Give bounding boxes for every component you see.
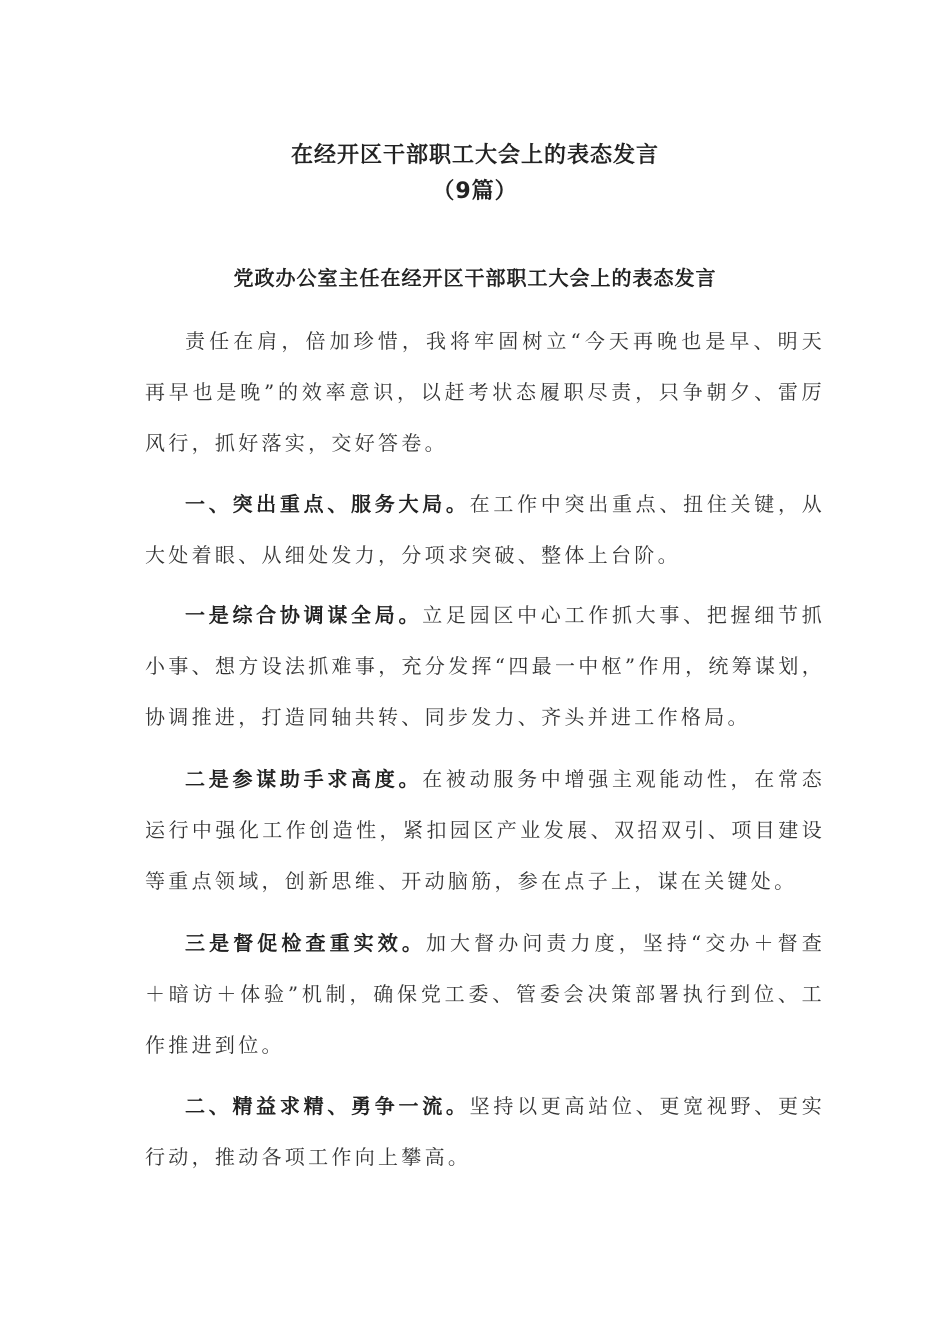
paragraph-text: 立足园区中心工作抓大事、把握细节抓小事、想方设法抓难事，充分发挥“四最一中枢”作用，统筹谋划，协调推进，打造同轴共转、同步发力、齐头并进工作格局。 [145,603,826,729]
paragraph-lead: 二、精益求精、勇争一流。 [185,1094,470,1118]
paragraph-lead: 二是参谋助手求高度。 [185,767,423,791]
paragraph-lead: 一、突出重点、服务大局。 [185,492,470,516]
paragraph-text: 坚持以更高站位、更宽视野、更实行动，推动各项工作向上攀高。 [145,1094,826,1169]
paragraph-intro [145,316,825,469]
document-subtitle: （9篇） [432,179,518,204]
paragraph-point-3 [145,918,825,1071]
paragraph-text: 加大督办问责力度，坚持“交办＋督查＋暗访＋体验”机制，确保党工委、管委会决策部署执行到位、工作推进到位。 [145,931,825,1057]
paragraph-text: 在被动服务中增强主观能动性，在常态运行中强化工作创造性，紧扣园区产业发展、双招双引、项目建设等重点领域，创新思维、开动脑筋，参在点子上，谋在关键处。 [145,767,826,893]
paragraph-point-1 [145,590,825,743]
document-title: 在经开区干部职工大会上的表态发言 [290,143,659,168]
paragraph-text: 在工作中突出重点、扭住关键，从大处着眼、从细处发力，分项求突破、整体上台阶。 [145,492,826,567]
paragraph-point-2 [145,754,825,907]
paragraph-section-2 [145,1081,825,1183]
paragraph-lead: 三是督促检查重实效。 [185,931,426,955]
paragraph-lead: 一是综合协调谋全局。 [185,603,423,627]
section-title: 党政办公室主任在经开区干部职工大会上的表态发言 [233,266,717,290]
paragraph-section-1 [145,479,825,581]
paragraph-text: 责任在肩，倍加珍惜，我将牢固树立“今天再晚也是早、明天再早也是晚”的效率意识，以赶考状态履职尽责，只争朝夕、雷厉风行，抓好落实，交好答卷。 [145,329,825,455]
